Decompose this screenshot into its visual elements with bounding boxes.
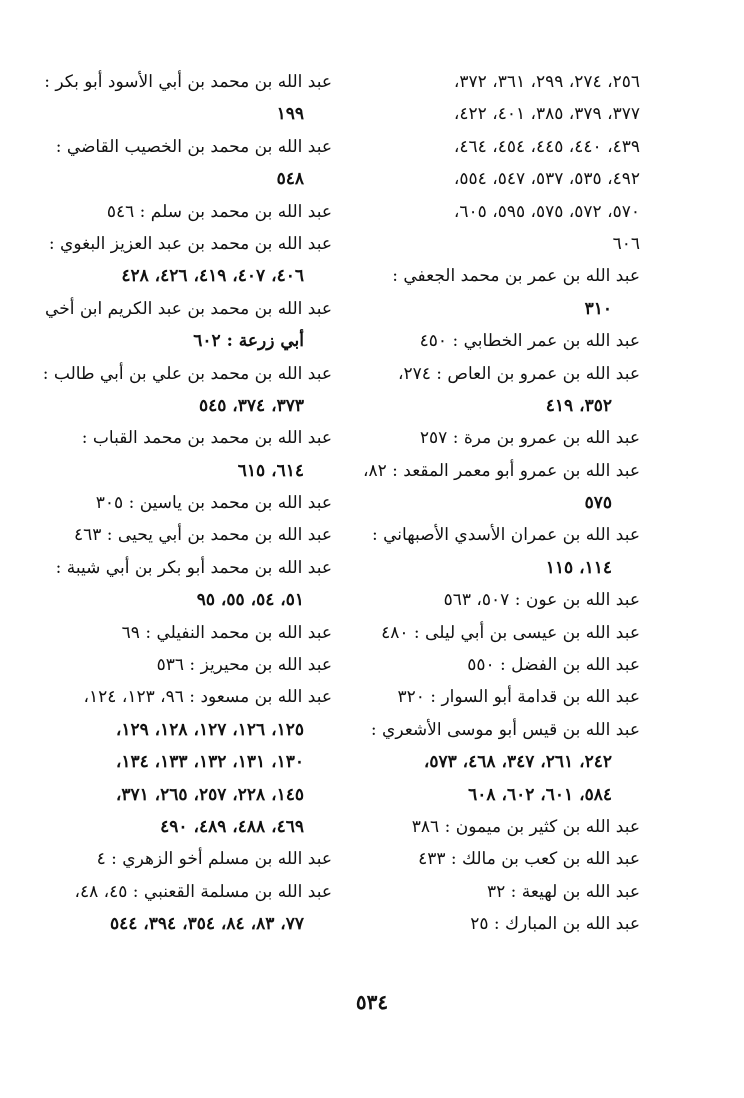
index-entry-line: عبد الله بن الفضل : ٥٥٠	[467, 655, 640, 676]
index-entry-line: عبد الله بن محيريز : ٥٣٦	[156, 655, 332, 676]
index-entry-line: عبد الله بن عمر بن محمد الجعفي :	[392, 266, 640, 287]
index-column-left	[42, 66, 332, 941]
index-entry-line: أبي زرعة : ٦٠٢	[193, 331, 304, 352]
index-entry-line: ٤٩٢، ٥٣٥، ٥٣٧، ٥٤٧، ٥٥٤،	[453, 169, 640, 190]
index-entry-line: عبد الله بن كثير بن ميمون : ٣٨٦	[411, 816, 640, 837]
index-entry-line: ٣٧٧، ٣٧٩، ٣٨٥، ٤٠١، ٤٢٢،	[453, 104, 640, 125]
index-entry-line: عبد الله بن عيسى بن أبي ليلى : ٤٨٠	[381, 622, 640, 643]
index-entry-line: عبد الله بن محمد بن ياسين : ٣٠٥	[95, 493, 332, 514]
index-entry-line: عبد الله بن المبارك : ٢٥	[470, 914, 640, 935]
index-entry-line: ٥٤٨	[276, 169, 304, 190]
index-entry-line: عبد الله بن عمرو بن العاص : ٢٧٤،	[397, 363, 640, 384]
index-entry-line: ٥٧٥	[584, 493, 612, 514]
index-entry-line: ٥١، ٥٤، ٥٥، ٩٥	[196, 590, 304, 611]
index-entry-line: ١٩٩	[276, 104, 304, 125]
page-number: ٥٣٤	[355, 990, 389, 1014]
index-entry-line: عبد الله بن محمد النفيلي : ٦٩	[121, 622, 332, 643]
index-entry-line: عبد الله بن محمد بن عبد الكريم ابن أخي	[45, 298, 332, 319]
index-entry-line: ٥٧٠، ٥٧٢، ٥٧٥، ٥٩٥، ٦٠٥،	[453, 201, 640, 222]
index-entry-line: ٢٥٦، ٢٧٤، ٢٩٩، ٣٦١، ٣٧٢،	[453, 72, 640, 92]
index-column-right	[362, 66, 640, 941]
index-entry-line: عبد الله بن محمد بن الخصيب القاضي :	[55, 136, 332, 157]
index-entry-line: ٦٠٦	[612, 233, 640, 254]
index-entry-line: عبد الله بن عمرو أبو معمر المقعد : ٨٢،	[362, 460, 640, 481]
index-entry-line: ٥٨٤، ٦٠١، ٦٠٢، ٦٠٨	[468, 784, 612, 805]
index-entry-line: ١١٤، ١١٥	[545, 557, 612, 578]
index-entry-line: عبد الله بن قدامة أبو السوار : ٣٢٠	[397, 687, 640, 708]
index-entry-line: عبد الله بن كعب بن مالك : ٤٣٣	[418, 849, 640, 870]
index-entry-line: ٣٧٣، ٣٧٤، ٥٤٥	[198, 395, 304, 416]
index-entry-line: عبد الله بن مسلمة القعنبي : ٤٥، ٤٨،	[74, 881, 332, 902]
index-entry-line: ٧٧، ٨٣، ٨٤، ٣٥٤، ٣٩٤، ٥٤٤	[109, 914, 304, 935]
index-entry-line: عبد الله بن لهيعة : ٣٢	[487, 881, 640, 902]
index-entry-line: عبد الله بن محمد بن أبي يحيى : ٤٦٣	[73, 525, 332, 546]
index-entry-line: ١٣٠، ١٣١، ١٣٢، ١٣٣، ١٣٤،	[115, 752, 304, 773]
index-entry-line: ٤٠٦، ٤٠٧، ٤١٩، ٤٢٦، ٤٢٨	[121, 266, 304, 287]
index-entry-line: ٦١٤، ٦١٥	[237, 460, 304, 481]
index-entry-line: عبد الله بن مسلم أخو الزهري : ٤	[96, 849, 332, 870]
index-entry-line: عبد الله بن محمد بن أبي الأسود أبو بكر :	[44, 72, 332, 92]
index-entry-line: عبد الله بن عمران الأسدي الأصبهاني :	[371, 525, 640, 546]
index-entry-line: عبد الله بن محمد أبو بكر بن أبي شيبة :	[55, 557, 332, 578]
index-entry-line: عبد الله بن مسعود : ٩٦، ١٢٣، ١٢٤،	[83, 687, 332, 708]
index-entry-line: ٢٤٢، ٢٦١، ٣٤٧، ٤٦٨، ٥٧٣،	[423, 752, 612, 773]
index-entry-line: ٤٣٩، ٤٤٠، ٤٤٥، ٤٥٤، ٤٦٤،	[453, 136, 640, 157]
index-entry-line: ٣٥٢، ٤١٩	[545, 395, 612, 416]
index-entry-line: عبد الله بن محمد بن عبد العزيز البغوي :	[48, 233, 332, 254]
index-entry-line: عبد الله بن عون : ٥٠٧، ٥٦٣	[443, 590, 640, 611]
index-entry-line: ١٤٥، ٢٢٨، ٢٥٧، ٢٦٥، ٣٧١،	[115, 784, 304, 805]
index-entry-line: عبد الله بن قيس أبو موسى الأشعري :	[370, 719, 640, 740]
index-entry-line: ٤٦٩، ٤٨٨، ٤٨٩، ٤٩٠	[160, 816, 304, 837]
index-entry-line: عبد الله بن محمد بن سلم : ٥٤٦	[106, 201, 332, 222]
index-entry-line: عبد الله بن عمرو بن مرة : ٢٥٧	[419, 428, 640, 449]
index-entry-line: ٣١٠	[584, 298, 612, 319]
index-entry-line: ١٢٥، ١٢٦، ١٢٧، ١٢٨، ١٢٩،	[115, 719, 304, 740]
index-entry-line: عبد الله بن محمد بن محمد القباب :	[81, 428, 332, 449]
index-entry-line: عبد الله بن محمد بن علي بن أبي طالب :	[42, 363, 332, 384]
index-entry-line: عبد الله بن عمر الخطابي : ٤٥٠	[419, 331, 640, 352]
